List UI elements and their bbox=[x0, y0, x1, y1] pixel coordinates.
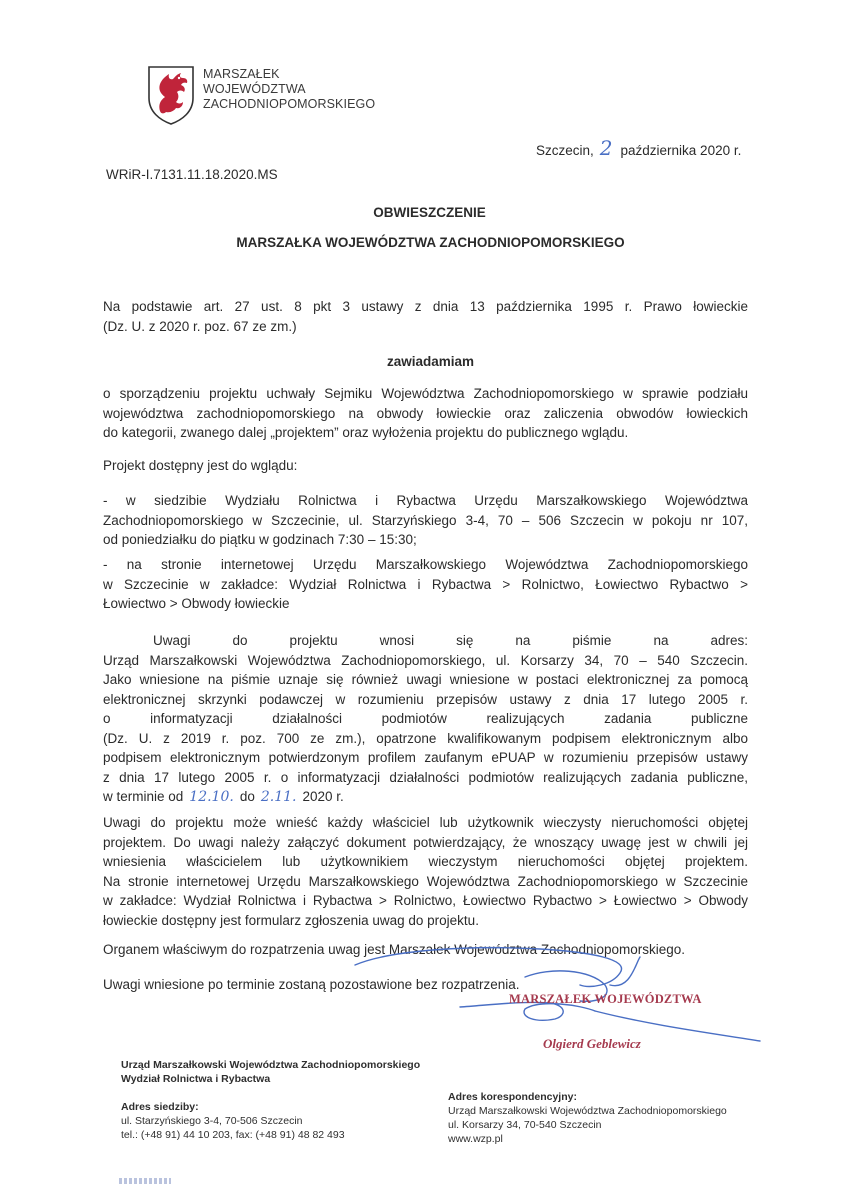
signature-stamp-name: Olgierd Geblewicz bbox=[543, 1036, 641, 1051]
document-subtitle: MARSZAŁKA WOJEWÓDZTWA ZACHODNIOPOMORSKIEGO bbox=[236, 235, 625, 250]
text-line: podpisem elektronicznym potwierdzonym profilem zaufanym ePUAP w rozumieniu przepisów ustawy bbox=[103, 750, 748, 765]
text-line: Zachodniopomorskiego w Szczecinie, ul. Starzyńskiego 3-4, 70 – 506 Szczecin w pokoju nr 107, bbox=[103, 512, 748, 528]
footer-correspondence-address bbox=[448, 1090, 727, 1146]
competent-authority: Organem właściwym do rozpatrzenia uwag jest Marszałek Województwa Zachodniopomorskiego. bbox=[103, 942, 686, 957]
text-line: Uwagi do projektu może wnieść każdy właściciel lub użytkownik wieczysty nieruchomości objętej bbox=[103, 815, 748, 830]
footer-corr-line-2: ul. Korsarzy 34, 70-540 Szczecin bbox=[448, 1119, 602, 1131]
text-line: (Dz. U. z 2020 r. poz. 67 ze zm.) bbox=[103, 318, 297, 334]
footer-corr-line-3: www.wzp.pl bbox=[448, 1133, 503, 1145]
document-date bbox=[536, 136, 741, 160]
legal-basis-paragraph bbox=[103, 297, 748, 336]
text-line: - w siedzibie Wydziału Rolnictwa i Rybactwa Urzędu Marszałkowskiego Województwa bbox=[103, 493, 748, 508]
text-line: w zakładce: Wydział Rolnictwa i Rybactwa > Rolnictwo, Łowiectwo Rybactwo > Łowiectwo > Obwody bbox=[103, 893, 748, 908]
eligibility-paragraph bbox=[103, 813, 748, 930]
organization-name bbox=[203, 67, 375, 112]
date-day-handwritten: 2 bbox=[599, 136, 613, 160]
text-line: (Dz. U. z 2019 r. poz. 700 ze zm.), opatrzone kwalifikowanym podpisem elektronicznym albo bbox=[103, 730, 748, 746]
text-line: projektem. Do uwagi należy załączyć dokument potwierdzający, że wnoszący uwagę jest w chwili jej bbox=[103, 834, 748, 850]
text-line: wniesienia właścicielem lub użytkownikiem wieczystym nieruchomości objętej projektem. bbox=[103, 854, 748, 869]
term-to-handwritten: 2.11. bbox=[260, 789, 297, 805]
notify-heading: zawiadamiam bbox=[386, 354, 475, 369]
scan-mark bbox=[119, 1178, 171, 1184]
remarks-paragraph bbox=[103, 631, 748, 808]
text-line: łowieckie dostępny jest formularz zgłoszenia uwag do projektu. bbox=[103, 912, 479, 928]
text-line: Na podstawie art. 27 ust. 8 pkt 3 ustawy z dnia 13 października 1995 r. Prawo łowieckie bbox=[103, 299, 748, 314]
text-line: województwa zachodniopomorskiego na obwody łowieckie oraz zaliczenia obwodów łowieckich bbox=[103, 405, 748, 421]
remarks-term-line bbox=[103, 787, 748, 808]
text-line: Łowiectwo > Obwody łowieckie bbox=[103, 596, 290, 611]
term-suffix: 2020 r. bbox=[302, 789, 344, 804]
signature-stamp-title: MARSZAŁEK WOJEWÓDZTWA bbox=[509, 992, 702, 1006]
term-from-handwritten: 12.10. bbox=[189, 789, 234, 805]
footer-corr-label: Adres korespondencyjny: bbox=[448, 1091, 577, 1103]
reference-number: WRiR-I.7131.11.18.2020.MS bbox=[106, 167, 278, 182]
text-line: z dnia 17 lutego 2005 r. o informatyzacji działalności podmiotów realizujących zadania publiczne, bbox=[103, 769, 748, 785]
footer-office-line-1: Urząd Marszałkowski Województwa Zachodniopomorskiego bbox=[121, 1059, 421, 1071]
text-line: - na stronie internetowej Urzędu Marszałkowskiego Województwa Zachodniopomorskiego bbox=[103, 557, 748, 572]
text-line: do kategorii, zwanego dalej „projektem” oraz wyłożenia projektu do publicznego wglądu. bbox=[103, 425, 629, 440]
text-line: Na stronie internetowej Urzędu Marszałkowskiego Województwa Zachodniopomorskiego w Szczecinie bbox=[103, 873, 748, 889]
text-line: o sporządzeniu projektu uchwały Sejmiku Województwa Zachodniopomorskiego w sprawie podziału bbox=[103, 386, 748, 401]
availability-intro: Projekt dostępny jest do wglądu: bbox=[103, 458, 298, 473]
date-month-year: października 2020 r. bbox=[620, 143, 742, 158]
footer-office bbox=[121, 1058, 420, 1086]
text-line: Jako wniesione na piśmie uznaje się również uwagi wniesione w postaci elektronicznej za pomocą bbox=[103, 672, 748, 687]
footer-seat-address bbox=[121, 1100, 345, 1142]
footer-office-line-2: Wydział Rolnictwa i Rybactwa bbox=[121, 1073, 271, 1085]
term-prefix: w terminie od bbox=[103, 789, 184, 804]
late-remarks-note: Uwagi wniesione po terminie zostaną pozostawione bez rozpatrzenia. bbox=[103, 977, 520, 992]
footer-seat-line-2: tel.: (+48 91) 44 10 203, fax: (+48 91) 48 82 493 bbox=[121, 1129, 345, 1141]
text-line: elektronicznej skrzynki podawczej w rozumieniu przepisów ustawy z dnia 17 lutego 2005 r. bbox=[103, 691, 748, 707]
text-line: o informatyzacji działalności podmiotów realizujących zadania publiczne bbox=[103, 711, 748, 726]
footer-corr-line-1: Urząd Marszałkowski Województwa Zachodniopomorskiego bbox=[448, 1105, 727, 1117]
about-paragraph bbox=[103, 384, 748, 443]
term-mid: do bbox=[239, 789, 255, 804]
griffin-coat-of-arms-icon bbox=[146, 64, 196, 126]
date-city: Szczecin, bbox=[536, 143, 594, 158]
location-item bbox=[103, 491, 748, 550]
text-line: Urząd Marszałkowski Województwa Zachodniopomorskiego, ul. Korsarzy 34, 70 – 540 Szczecin. bbox=[103, 652, 748, 668]
org-line-1: MARSZAŁEK bbox=[203, 67, 280, 81]
location-item bbox=[103, 555, 748, 614]
document-title: OBWIESZCZENIE bbox=[373, 205, 486, 220]
text-line: w Szczecinie w zakładce: Wydział Rolnictwa i Rybactwa > Rolnictwo, Łowiectwo Rybactwo > bbox=[103, 576, 748, 592]
text-line: od poniedziałku do piątku w godzinach 7:30 – 15:30; bbox=[103, 532, 417, 547]
text-line: Uwagi do projektu wnosi się na piśmie na adres: bbox=[153, 633, 748, 648]
footer-seat-line-1: ul. Starzyńskiego 3-4, 70-506 Szczecin bbox=[121, 1115, 303, 1127]
org-line-2: WOJEWÓDZTWA bbox=[203, 82, 306, 96]
org-line-3: ZACHODNIOPOMORSKIEGO bbox=[203, 97, 376, 111]
footer-seat-label: Adres siedziby: bbox=[121, 1101, 199, 1113]
